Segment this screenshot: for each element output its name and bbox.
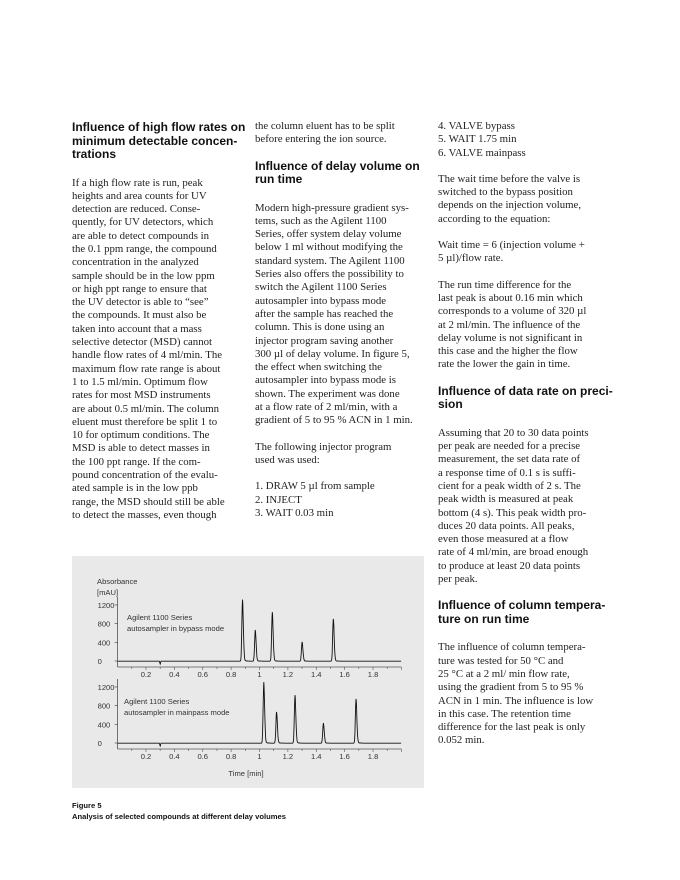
y-axis-unit: [mAU]: [97, 588, 119, 597]
y-tick-label: 1200: [97, 600, 115, 610]
injector-program-list-cont: 4. VALVE bypass 5. WAIT 1.75 min 6. VALVE mainpass: [438, 120, 526, 159]
x-tick-label: 1.4: [310, 670, 322, 679]
figure-5-chart: [72, 556, 424, 788]
x-tick-label: 0.2: [140, 752, 152, 761]
y-tick-label: 0: [97, 657, 102, 666]
paragraph: The influence of column tempera- ture was tested for 50 °C and 25 °C at a 2 ml/ min flow rate, using the gradient from 5 to 95 % ACN in 1 min. The influence is low in this case. The retention time difference for the last peak is only 0.052 min.: [438, 641, 594, 747]
x-tick-label: 1: [257, 670, 262, 679]
paragraph: The following injector program used was used:: [255, 440, 392, 466]
x-tick-label: 1.8: [367, 752, 379, 761]
x-tick-label: 1.4: [310, 752, 322, 761]
figure-caption-text: Analysis of selected compounds at different delay volumes: [72, 812, 286, 821]
y-tick-label: 400: [97, 720, 111, 730]
panel-1-label-2: autosampler in bypass mode: [127, 624, 225, 633]
paragraph: Modern high-pressure gradient sys- tems, such as the Agilent 1100 Series, offer system delay volume below 1 ml without modifying the standard system. The Agilent 1100 Series also offers the possibility to switch the Agilent 1100 Series autosampler into bypass mode after the sample has reached the column. This is done using an injector program saving another 300 µl of delay volume. In figure 5, the effect when switching the autosampler into bypass mode is shown. The experiment was done at a flow rate of 2 ml/min, with a gradient of 5 to 95 % ACN in 1 min.: [255, 201, 413, 427]
y-tick-label: 400: [97, 638, 111, 648]
column-1: [72, 121, 250, 535]
heading-column-temperature: Influence of column tempera- ture on run time: [438, 598, 606, 626]
y-tick-label: 800: [97, 701, 111, 711]
equation: Wait time = 6 (injection volume + 5 µl)/flow rate.: [438, 239, 585, 265]
heading-data-rate: Influence of data rate on preci- sion: [438, 383, 613, 412]
x-tick-label: 0.6: [197, 670, 209, 679]
x-tick-label: 1.6: [339, 752, 350, 761]
column-3: [438, 120, 616, 761]
panel-2-label: Agilent 1100 Series: [124, 697, 190, 706]
heading-high-flow-rates: Influence of high flow rates on minimum detectable concen- trations: [72, 120, 246, 161]
panel-2-label-2: autosampler in mainpass mode: [124, 708, 230, 717]
x-tick-label: 1: [257, 752, 262, 761]
y-tick-label: 800: [97, 619, 111, 629]
y-tick-label: 0: [97, 739, 102, 748]
x-tick-label: 1.6: [339, 670, 350, 679]
chromatogram-svg: [72, 556, 424, 788]
x-tick-label: 0.4: [169, 670, 180, 679]
x-axis-label: Time [min]: [228, 769, 264, 778]
paragraph: Assuming that 20 to 30 data points per peak are needed for a precise measurement, the set data rate of a response time of 0.1 s is suffi- cient for a peak width of 2 s. The peak width is measured at peak bottom (4 s). This peak width pro- duces 20 data points. All peaks, even those measured at a flow rate of 4 ml/min, are broad enough to produce at least 20 data points per peak.: [438, 426, 589, 586]
x-tick-label: 1.2: [282, 752, 294, 761]
panel-1-label: Agilent 1100 Series: [127, 613, 193, 622]
x-tick-label: 1.2: [282, 670, 294, 679]
heading-delay-volume: Influence of delay volume on run time: [255, 158, 420, 187]
figure-caption-title: Figure 5: [72, 801, 102, 810]
y-axis-label: Absorbance: [97, 577, 138, 586]
column-2: [255, 120, 433, 533]
paragraph: the column eluent has to be split before entering the ion source.: [255, 120, 395, 146]
paragraph: If a high flow rate is run, peak heights and area counts for UV detection are reduced. Conse- quently, for UV detectors, which are able to detect compounds in the 0.1 ppm range, the compound concentration in the analyzed sample should be in the low ppm or high ppt range to ensure that the UV detector is able to “see” the compounds. It must also be taken into account that a mass selective detector (MSD) cannot handle flow rates of 4 ml/min. The maximum flow rate range is about 1 to 1.5 ml/min. Optimum flow rates for most MSD instruments are about 0.5 ml/min. The column eluent must therefore be split 1 to 10 for optimum conditions. The MSD is able to detect masses in the 100 ppt range. If the com- pound concentration of the evalu- ated sample is in the low ppb range, the MSD should still be able to detect the masses, even though: [72, 176, 225, 521]
x-tick-label: 0.8: [225, 670, 237, 679]
x-tick-label: 0.4: [169, 752, 180, 761]
paragraph: The wait time before the valve is switched to the bypass position depends on the injection volume, according to the equation:: [438, 172, 582, 225]
x-tick-label: 0.8: [225, 752, 237, 761]
injector-program-list: 1. DRAW 5 µl from sample 2. INJECT 3. WAIT 0.03 min: [255, 480, 375, 519]
y-tick-label: 1200: [97, 682, 115, 692]
x-tick-label: 0.2: [140, 670, 152, 679]
x-tick-label: 1.8: [367, 670, 379, 679]
paragraph: The run time difference for the last peak is about 0.16 min which corresponds to a volume of 320 µl at 2 ml/min. The influence of the delay volume is not significant in this case and the higher the flow rate the lower the gain in time.: [438, 278, 587, 371]
x-tick-label: 0.6: [197, 752, 209, 761]
figure-caption: [72, 800, 286, 822]
